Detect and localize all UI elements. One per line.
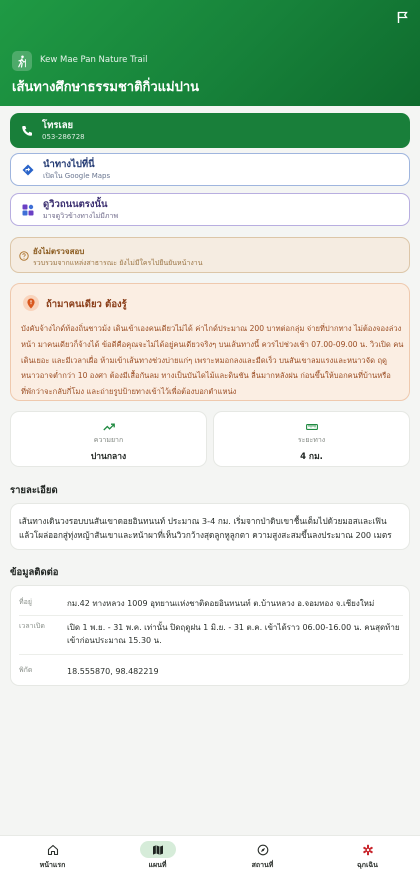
contact-heading: ข้อมูลติดต่อ	[10, 567, 59, 578]
directions-button-label: นำทางไปที่นี่	[43, 158, 95, 170]
emergency-icon	[350, 841, 386, 858]
coordinates-row	[19, 665, 403, 678]
nav-emergency-label: ฉุกเฉิน	[357, 861, 378, 869]
address-value[interactable]: กม.42 ทางหลวง 1009 อุทยานแห่งชาติดอยอินทนนท์ ต.บ้านหลวง อ.จอมทอง จ.เชียงใหม่	[67, 599, 375, 608]
directions-button[interactable]	[10, 153, 410, 186]
details-heading: รายละเอียด	[10, 485, 58, 496]
street-view-button-label: ดูวิวถนนตรงนั้น	[43, 198, 108, 210]
notice-body: บังคับจ้างไกด์ท้องถิ่นชาวม้ง เดินเข้าเองคนเดียวไม่ได้ ค่าไกด์ประมาณ 200 บาทต่อกลุ่ม จ่ายที่ปากทาง ไม่ต้องจองล่วงหน้า มาคนเดียวก็จ้างได้ ข้อดีคือคุณจะไม่ได้อยู่คนเดียวจริงๆ บนเส้นทางนี้ ควรไปช่วงเช้า 07.00-09.00 น. วิวเปิด คนเดินเยอะ และมีเวลาเผื่อ ห้ามเข้าเส้นทางช่วงบ่ายแก่ๆ เพราะหมอกลงและมืดเร็ว บนสันเขาลมแรงและหนาวจัด ฤดูหนาวอาจต่ำกว่า 10 องศา ต้องมีเสื้อกันลม ทางเป็นบันไดไม้และดินชัน ลื่นมากหลังฝน ก่อนขึ้นให้บอกคนที่บ้านหรือที่พักว่าจะกลับกี่โมง และถ่ายรูปป้ายทางเข้าไว้เพื่อต้องบอกตำแหน่ง	[21, 324, 404, 397]
location-alert-icon	[23, 295, 39, 311]
address-key: ที่อยู่	[19, 598, 32, 606]
flag-icon[interactable]	[394, 8, 412, 26]
street-view-icon	[21, 203, 35, 217]
divider	[19, 654, 403, 655]
hours-row	[19, 621, 403, 647]
compass-icon	[245, 841, 281, 858]
details-card: เส้นทางเดินวงรอบบนสันเขาดอยอินทนนท์ ประมาณ 3-4 กม. เริ่มจากป่าดิบเขาชื้นเต็มไปด้วยมอสและเฟิน แล้วโผล่ออกสู่ทุ่งหญ้าสันเขาและหน้าผาที่เห็นวิวกว้างสุดลูกหูลูกตา ความสูงสะสมขึ้นลงประมาณ 200 เมตร	[10, 503, 410, 550]
nav-places-label: สถานที่	[251, 861, 274, 869]
divider	[19, 615, 403, 616]
directions-icon	[21, 163, 35, 177]
phone-icon	[20, 124, 34, 138]
street-view-button-sub: มาจดูวิวข้างทางไม่มีภาพ	[43, 211, 119, 220]
bottom-nav	[0, 835, 420, 875]
street-view-button[interactable]	[10, 193, 410, 226]
call-button-label: โทรเลย	[42, 119, 74, 131]
coordinates-key: พิกัด	[19, 666, 33, 674]
distance-value: 4 กม.	[300, 452, 323, 462]
difficulty-value: ปานกลาง	[90, 452, 127, 462]
nav-item-map[interactable]	[105, 836, 210, 875]
question-circle-icon	[19, 246, 29, 256]
home-icon	[35, 841, 71, 858]
address-row	[19, 597, 403, 610]
nav-item-emergency[interactable]	[315, 836, 420, 875]
ruler-icon	[306, 422, 318, 432]
solo-traveler-notice	[10, 283, 410, 401]
unverified-notice	[10, 237, 410, 273]
difficulty-label: ความยาก	[93, 436, 124, 444]
trending-up-icon	[103, 422, 115, 432]
nav-item-home[interactable]	[0, 836, 105, 875]
unverified-title: ยังไม่ตรวจสอบ	[33, 247, 85, 256]
distance-label: ระยะทาง	[297, 436, 326, 444]
page-title: เส้นทางศึกษาธรรมชาติกิ่วแม่ปาน	[12, 80, 200, 95]
hiking-icon	[12, 51, 32, 71]
directions-button-sub: เปิดใน Google Maps	[43, 171, 111, 180]
nav-map-label: แผนที่	[148, 861, 167, 869]
notice-title: ถ้ามาคนเดียว ต้องรู้	[46, 299, 127, 310]
trail-subtitle: Kew Mae Pan Nature Trail	[40, 55, 148, 65]
contact-card	[10, 585, 410, 686]
distance-stat	[213, 411, 410, 467]
hours-key: เวลาเปิด	[19, 622, 45, 630]
coordinates-value[interactable]: 18.555870, 98.482219	[67, 667, 159, 676]
unverified-text: รวบรวมจากแหล่งสาธารณะ ยังไม่มีใครไปยืนยันหน้างาน	[33, 259, 203, 267]
phone-number: 053-286728	[42, 132, 85, 141]
hours-value: เปิด 1 พ.ย. - 31 พ.ค. เท่านั้น ปิดฤดูฝน 1 มิ.ย. - 31 ต.ค. เข้าได้ราว 06.00-16.00 น. คนสุดท้ายเข้าก่อนประมาณ 15.30 น.	[67, 623, 400, 645]
nav-home-label: หน้าแรก	[39, 861, 66, 869]
page-header	[0, 0, 420, 106]
difficulty-stat	[10, 411, 207, 467]
call-button[interactable]	[10, 113, 410, 148]
nav-item-places[interactable]	[210, 836, 315, 875]
map-icon	[140, 841, 176, 858]
